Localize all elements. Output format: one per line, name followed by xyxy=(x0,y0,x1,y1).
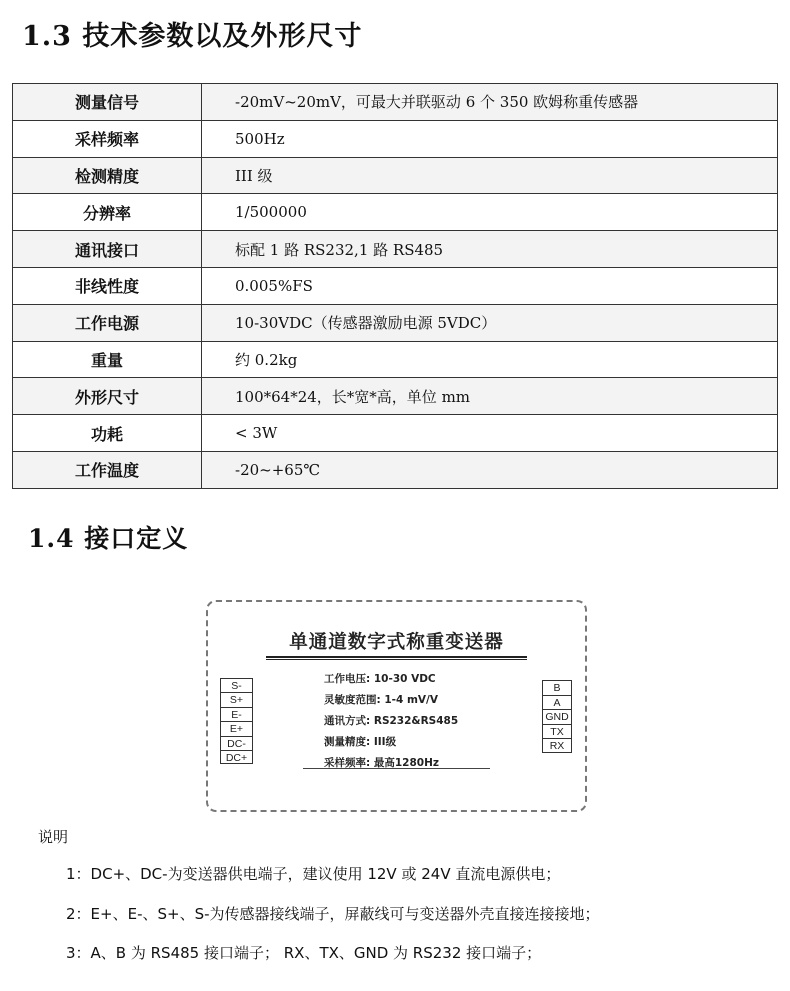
left-terminal-block xyxy=(220,678,253,764)
device-bottom-rule xyxy=(303,768,490,769)
table-row xyxy=(13,157,778,194)
terminal-e-minus: E- xyxy=(220,707,253,721)
spec-value: 500Hz xyxy=(202,120,778,157)
terminal-dc-plus: DC+ xyxy=(220,750,253,764)
spec-key: 重量 xyxy=(13,341,202,378)
spec-value: 约 0.2kg xyxy=(202,341,778,378)
table-row xyxy=(13,304,778,341)
table-row xyxy=(13,267,778,304)
spec-key: 外形尺寸 xyxy=(13,378,202,415)
spec-value: 标配 1 路 RS232,1 路 RS485 xyxy=(202,231,778,268)
table-row xyxy=(13,231,778,268)
device-title: 单通道数字式称重变送器 xyxy=(289,632,504,653)
section-title-interface: 1.4 接口定义 xyxy=(28,524,189,553)
terminal-s-plus: S+ xyxy=(220,692,253,706)
device-spec-sensitivity: 灵敏度范围: 1-4 mV/V xyxy=(324,694,439,706)
spec-key: 采样频率 xyxy=(13,120,202,157)
terminal-a: A xyxy=(542,695,572,710)
right-terminal-block xyxy=(542,680,572,753)
device-spec-comm: 通讯方式: RS232&RS485 xyxy=(324,715,459,727)
table-row xyxy=(13,451,778,488)
spec-key: 通讯接口 xyxy=(13,231,202,268)
table-row xyxy=(13,120,778,157)
table-row xyxy=(13,194,778,231)
note-item: 3：A、B 为 RS485 接口端子； RX、TX、GND 为 RS232 接口端子； xyxy=(66,944,542,962)
spec-table xyxy=(12,83,778,489)
spec-key: 工作温度 xyxy=(13,451,202,488)
spec-key: 非线性度 xyxy=(13,267,202,304)
spec-key: 检测精度 xyxy=(13,157,202,194)
device-diagram xyxy=(206,600,587,812)
title-underline xyxy=(266,656,527,658)
spec-value: 10-30VDC（传感器激励电源 5VDC） xyxy=(202,304,778,341)
terminal-tx: TX xyxy=(542,724,572,739)
title-underline-thin xyxy=(266,659,527,660)
spec-value: < 3W xyxy=(202,415,778,452)
terminal-gnd: GND xyxy=(542,709,572,724)
table-row xyxy=(13,341,778,378)
spec-key: 分辨率 xyxy=(13,194,202,231)
terminal-rx: RX xyxy=(542,738,572,753)
terminal-dc-minus: DC- xyxy=(220,736,253,750)
spec-value: 1/500000 xyxy=(202,194,778,231)
terminal-e-plus: E+ xyxy=(220,721,253,735)
terminal-s-minus: S- xyxy=(220,678,253,692)
spec-key: 功耗 xyxy=(13,415,202,452)
notes-title: 说明 xyxy=(38,828,69,846)
spec-key: 工作电源 xyxy=(13,304,202,341)
device-spec-voltage: 工作电压: 10-30 VDC xyxy=(324,673,436,685)
device-spec-accuracy: 测量精度: III级 xyxy=(324,736,397,748)
table-row xyxy=(13,415,778,452)
spec-key: 测量信号 xyxy=(13,84,202,121)
spec-value: 100*64*24，长*宽*高，单位 mm xyxy=(202,378,778,415)
spec-value: III 级 xyxy=(202,157,778,194)
spec-value: -20~+65℃ xyxy=(202,451,778,488)
section-title-specs: 1.3 技术参数以及外形尺寸 xyxy=(22,21,363,52)
table-row xyxy=(13,84,778,121)
note-item: 1：DC+、DC-为变送器供电端子，建议使用 12V 或 24V 直流电源供电； xyxy=(66,865,561,883)
note-item: 2：E+、E-、S+、S-为传感器接线端子，屏蔽线可与变送器外壳直接连接接地； xyxy=(66,905,600,923)
table-row xyxy=(13,378,778,415)
device-spec-sampling: 采样频率: 最高1280Hz xyxy=(324,757,439,769)
terminal-b: B xyxy=(542,680,572,695)
spec-value: -20mV~20mV，可最大并联驱动 6 个 350 欧姆称重传感器 xyxy=(202,84,778,121)
spec-value: 0.005%FS xyxy=(202,267,778,304)
